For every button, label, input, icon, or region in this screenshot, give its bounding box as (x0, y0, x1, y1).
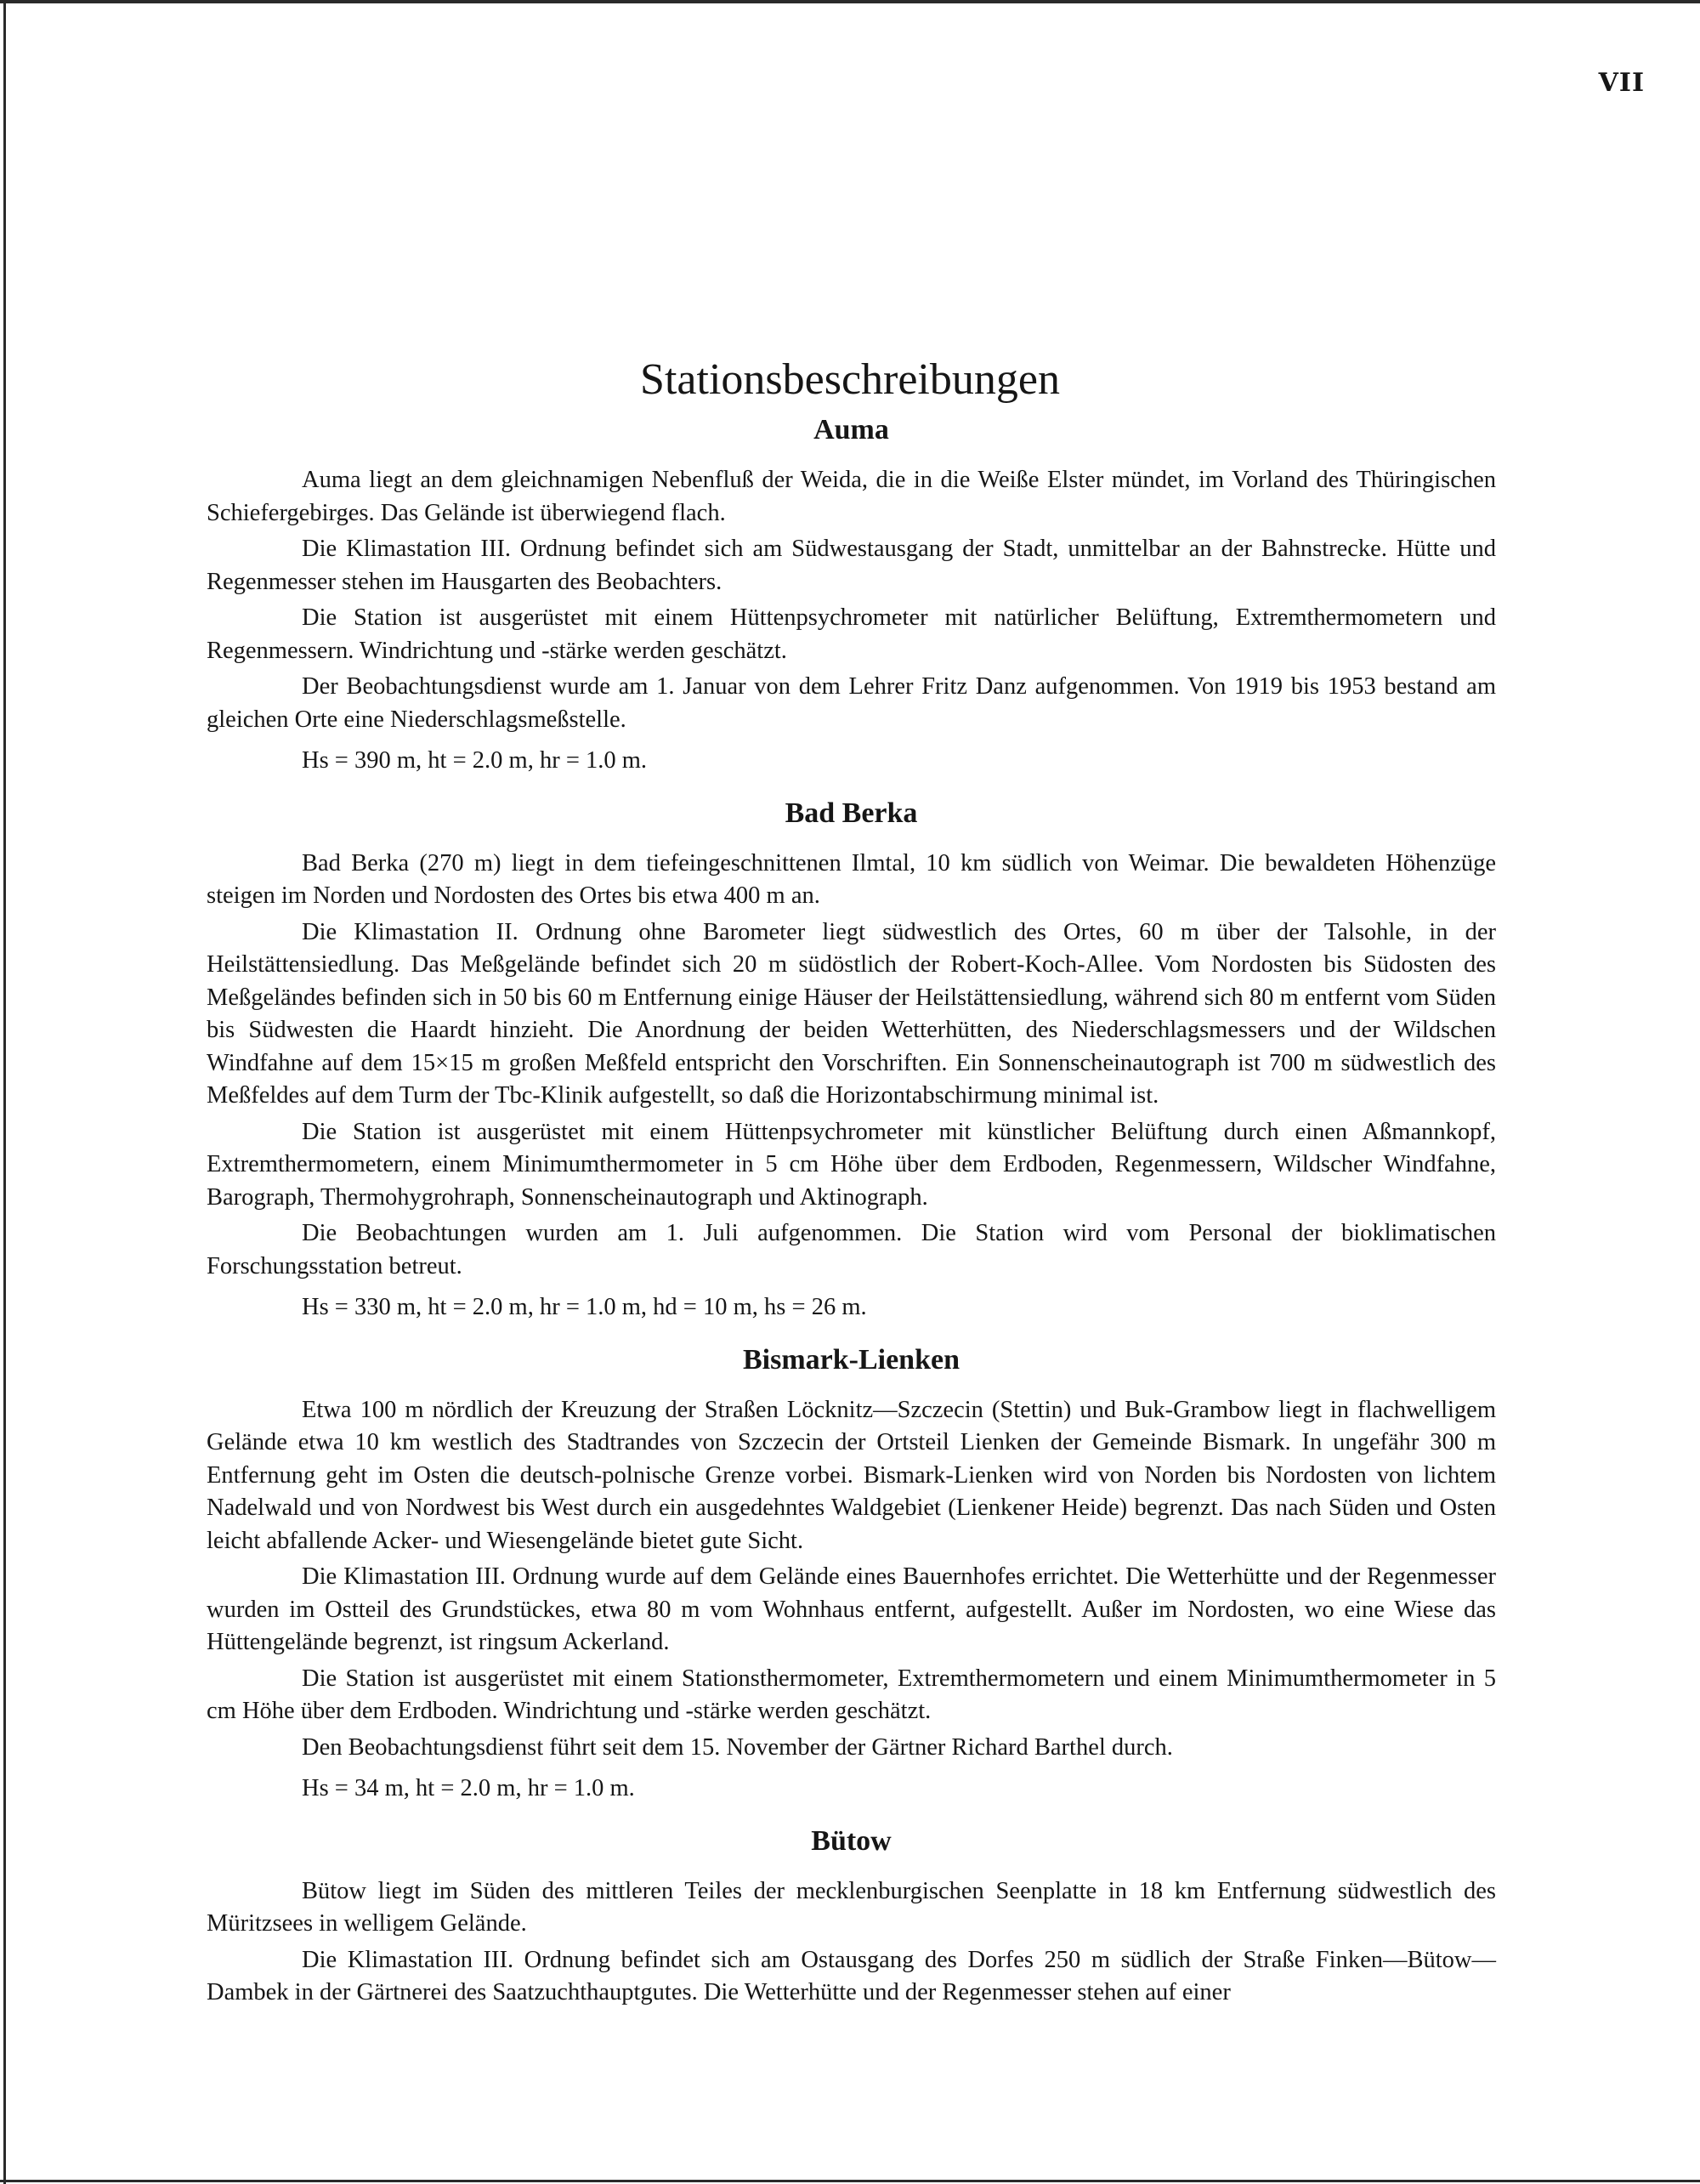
station-parameters: Hs = 390 m, ht = 2.0 m, hr = 1.0 m. (302, 747, 648, 774)
station-section-buetow (207, 1824, 1496, 2010)
page-border-bottom (0, 2180, 1700, 2182)
paragraph: Bad Berka (270 m) liegt in dem tiefeingeschnittenen Ilmtal, 10 km südlich von Weimar. Die bewaldeten Höhenzüge steigen im Norden und Nordosten des Ortes bis etwa 400 m an. (207, 849, 1496, 909)
paragraph: Auma liegt an dem gleichnamigen Nebenfluß der Weida, die in die Weiße Elster mündet, im Vorland des Thüringischen Schiefergebirges. Das Gelände ist überwiegend flach. (207, 467, 1496, 526)
paragraph: Der Beobachtungsdienst wurde am 1. Januar von dem Lehrer Fritz Danz aufgenommen. Von 1919 bis 1953 bestand am gleichen Orte eine Niederschlagsmeßstelle. (207, 673, 1496, 733)
paragraph: Die Klimastation III. Ordnung befindet sich am Südwestausgang der Stadt, unmittelbar an der Bahnstrecke. Hütte und Regenmesser stehen im Hausgarten des Beobachters. (207, 536, 1496, 595)
paragraph: Die Beobachtungen wurden am 1. Juli aufgenommen. Die Station wird vom Personal der bioklimatischen Forschungsstation betreut. (207, 1220, 1496, 1279)
station-parameters: Hs = 34 m, ht = 2.0 m, hr = 1.0 m. (302, 1775, 635, 1801)
page-border-left (3, 0, 6, 2184)
page-number: VII (1598, 68, 1645, 98)
document-body (207, 413, 1496, 2028)
station-heading: Bismark-Lienken (742, 1343, 960, 1376)
paragraph: Die Station ist ausgerüstet mit einem Hüttenpsychrometer mit künstlicher Belüftung durch einen Aßmannkopf, Extremthermometern, einem Minimumthermometer in 5 cm Höhe über dem Erdboden, Regenmessern, Wildscher Windfahne, Barograph, Thermohygrohraph, Sonnenscheinautograph und Aktinograph. (207, 1118, 1496, 1211)
paragraph: Den Beobachtungsdienst führt seit dem 15. November der Gärtner Richard Barthel durch. (302, 1733, 1173, 1761)
station-heading: Auma (813, 414, 889, 445)
paragraph: Die Klimastation III. Ordnung befindet sich am Ostausgang des Dorfes 250 m südlich der Straße Finken—Bütow—Dambek in der Gärtnerei des Saatzuchthauptgutes. Die Wetterhütte und der Regenmesser stehen auf einer (207, 1946, 1496, 2005)
paragraph: Die Station ist ausgerüstet mit einem Stationsthermometer, Extremthermometern und einem Minimumthermometer in 5 cm Höhe über dem Erdboden. Windrichtung und -stärke werden geschätzt. (207, 1665, 1496, 1724)
paragraph: Die Klimastation II. Ordnung ohne Barometer liegt südwestlich des Ortes, 60 m über der Talsohle, in der Heilstättensiedlung. Das Meßgelände befindet sich 20 m südöstlich der Robert-Koch-Allee. Vom Nordosten bis Südosten des Meßgeländes befinden sich in 50 bis 60 m Entfernung einige Häuser der Heilstättensiedlung, während sich 80 m entfernt vom Süden bis Südwesten die Haardt hinzieht. Die Anordnung der beiden Wetterhütten, des Niederschlagsmessers und der Wildschen Windfahne auf dem 15×15 m großen Meßfeld entspricht den Vorschriften. Ein Sonnenscheinautograph ist 700 m südwestlich des Meßfeldes auf dem Turm der Tbc-Klinik aufgestellt, so daß die Horizontabschirmung minimal ist. (207, 918, 1496, 1109)
station-parameters: Hs = 330 m, ht = 2.0 m, hr = 1.0 m, hd = 10 m, hs = 26 m. (302, 1294, 867, 1320)
paragraph: Etwa 100 m nördlich der Kreuzung der Straßen Löcknitz—Szczecin (Stettin) und Buk-Grambow liegt in flachwelligem Gelände etwa 10 km westlich des Stadtrandes von Szczecin der Ortsteil Lienken der Gemeinde Bismark. In ungefähr 300 m Entfernung geht im Osten die deutsch-polnische Grenze vorbei. Bismark-Lienken wird von Norden bis Nordosten von lichtem Nadelwald und von Nordwest bis West durch ein ausgedehntes Waldgebiet (Lienkener Heide) begrenzt. Das nach Süden und Osten leicht abfallende Acker- und Wiesengelände bietet gute Sicht. (207, 1396, 1496, 1554)
station-heading: Bad Berka (785, 797, 918, 829)
paragraph: Die Klimastation III. Ordnung wurde auf dem Gelände eines Bauernhofes errichtet. Die Wetterhütte und der Regenmesser wurden im Ostteil des Grundstückes, etwa 80 m vom Wohnhaus entfernt, aufgestellt. Außer im Nordosten, wo eine Wiese das Hüttengelände begrenzt, ist ringsum Ackerland. (207, 1563, 1496, 1655)
station-heading: Bütow (811, 1824, 892, 1857)
paragraph: Bütow liegt im Süden des mittleren Teiles der mecklenburgischen Seenplatte in 18 km Entfernung südwestlich des Müritzsees in welligem Gelände. (207, 1877, 1496, 1937)
page-border-top (0, 0, 1700, 3)
paragraph: Die Station ist ausgerüstet mit einem Hüttenpsychrometer mit natürlicher Belüftung, Extremthermometern und Regenmessern. Windrichtung und -stärke werden geschätzt. (207, 604, 1496, 664)
station-section-auma (207, 413, 1496, 778)
station-section-bismark-lienken (207, 1343, 1496, 1806)
page-title: Stationsbeschreibungen (640, 355, 1060, 404)
station-section-bad-berka (207, 797, 1496, 1325)
